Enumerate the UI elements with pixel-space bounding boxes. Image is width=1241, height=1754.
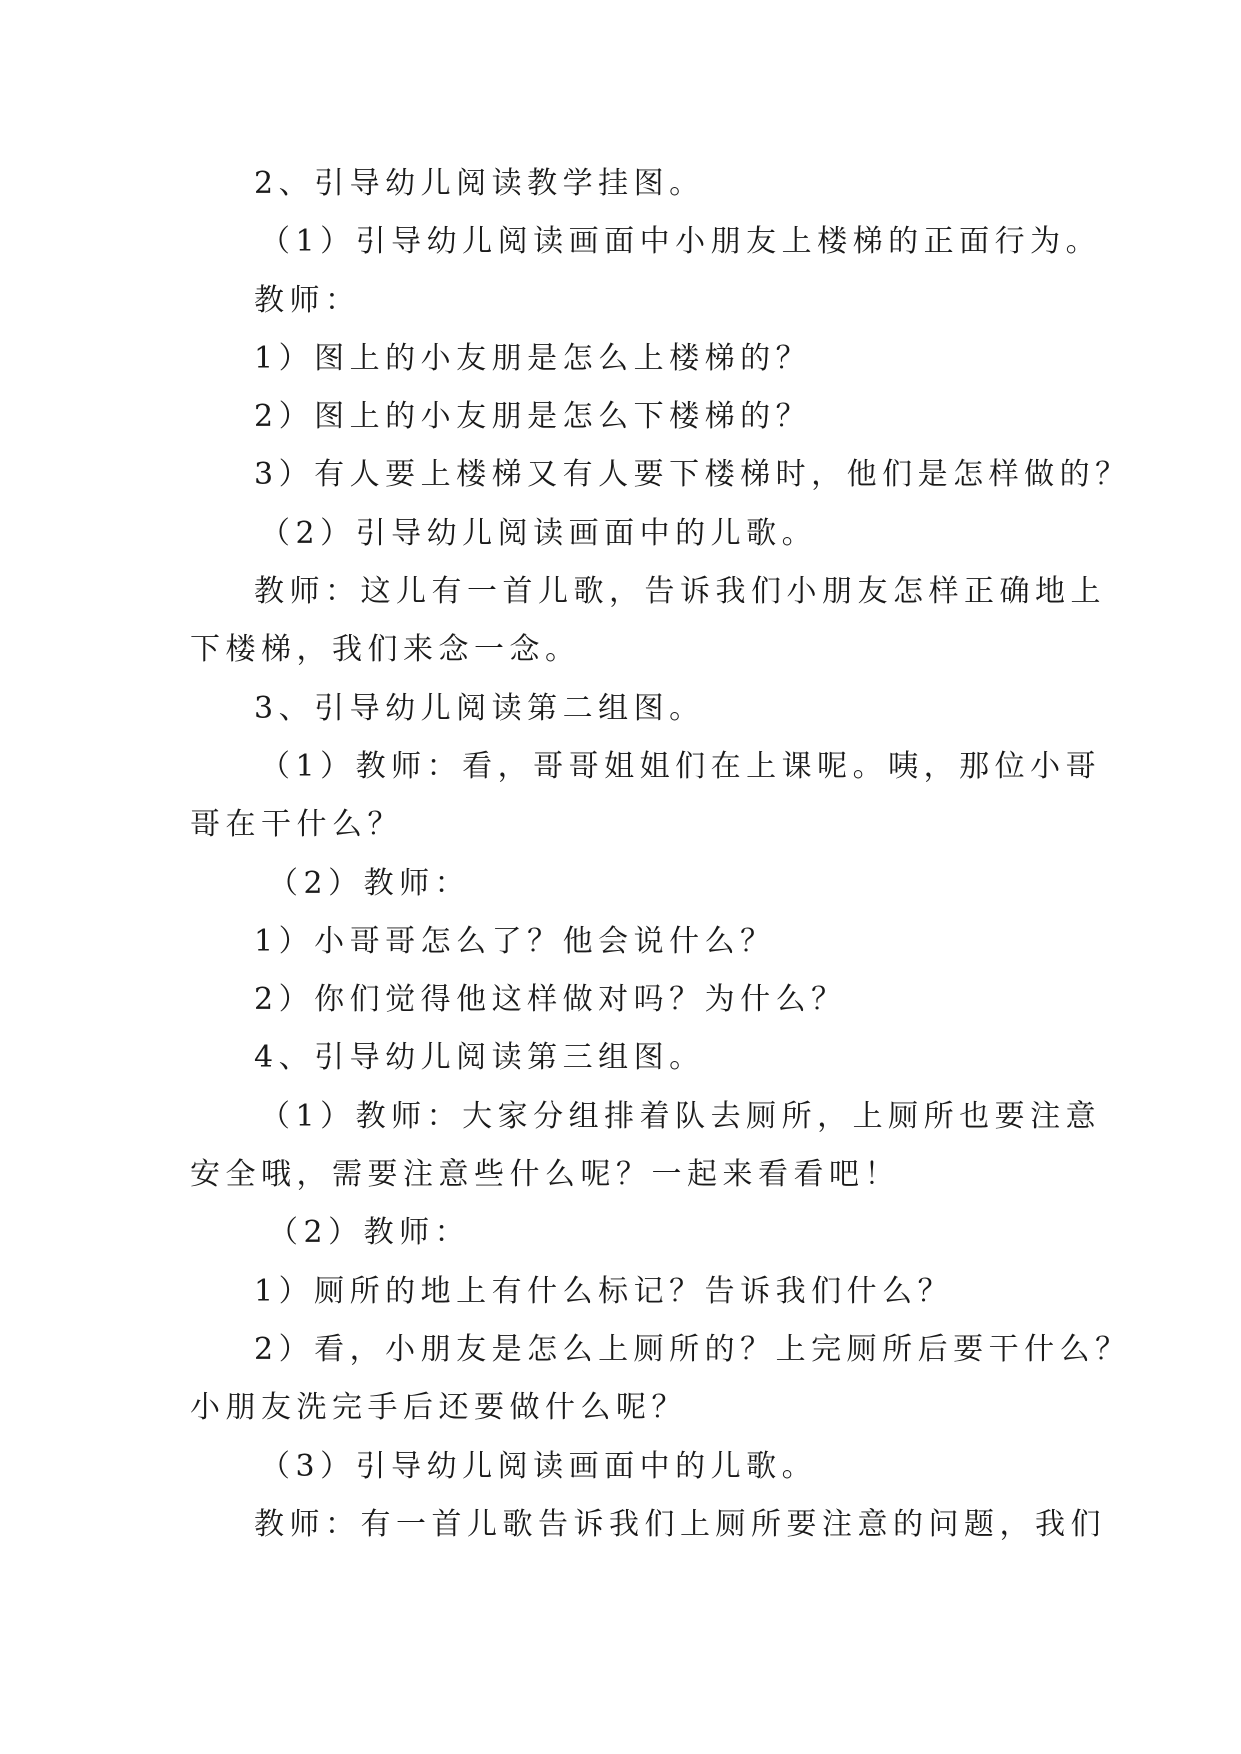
paragraph-line-continued: 下楼梯，我们来念一念。 bbox=[190, 632, 581, 668]
document-page bbox=[190, 155, 1131, 1554]
paragraph-line: （2）引导幼儿阅读画面中的儿歌。 bbox=[260, 515, 818, 551]
question-line: 3）有人要上楼梯又有人要下楼梯时，他们是怎样做的？ bbox=[254, 457, 1131, 493]
paragraph-line-continued: 小朋友洗完手后还要做什么呢？ bbox=[190, 1390, 687, 1426]
question-line: 1）厕所的地上有什么标记？告诉我们什么？ bbox=[254, 1273, 954, 1309]
paragraph-line: （1）引导幼儿阅读画面中小朋友上楼梯的正面行为。 bbox=[260, 224, 1102, 260]
paragraph-line: （3）引导幼儿阅读画面中的儿歌。 bbox=[260, 1448, 818, 1484]
question-line: 1）图上的小友朋是怎么上楼梯的？ bbox=[254, 340, 812, 376]
paragraph-line: （2）教师： bbox=[268, 865, 471, 901]
question-line: 2）看，小朋友是怎么上厕所的？上完厕所后要干什么？ bbox=[254, 1331, 1131, 1367]
question-line: 2）图上的小友朋是怎么下楼梯的？ bbox=[254, 399, 812, 435]
section-heading-3: 3、引导幼儿阅读第二组图。 bbox=[254, 690, 705, 726]
section-heading-4: 4、引导幼儿阅读第三组图。 bbox=[254, 1040, 705, 1076]
paragraph-line: （2）教师： bbox=[268, 1215, 471, 1251]
paragraph-line: 教师：这儿有一首儿歌，告诉我们小朋友怎样正确地上 bbox=[254, 574, 1106, 610]
section-heading-2: 2、引导幼儿阅读教学挂图。 bbox=[254, 166, 705, 201]
paragraph-line-continued: 哥在干什么？ bbox=[190, 807, 403, 843]
question-line: 1）小哥哥怎么了？他会说什么？ bbox=[254, 923, 776, 959]
paragraph-line: 教师： bbox=[254, 282, 361, 318]
paragraph-line: 教师：有一首儿歌告诉我们上厕所要注意的问题，我们 bbox=[254, 1506, 1106, 1542]
question-line: 2）你们觉得他这样做对吗？为什么？ bbox=[254, 982, 847, 1018]
paragraph-line-continued: 安全哦，需要注意些什么呢？一起来看看吧！ bbox=[190, 1157, 900, 1193]
paragraph-line: （1）教师：大家分组排着队去厕所，上厕所也要注意 bbox=[260, 1098, 1102, 1134]
paragraph-line: （1）教师：看，哥哥姐姐们在上课呢。咦，那位小哥 bbox=[260, 748, 1102, 784]
